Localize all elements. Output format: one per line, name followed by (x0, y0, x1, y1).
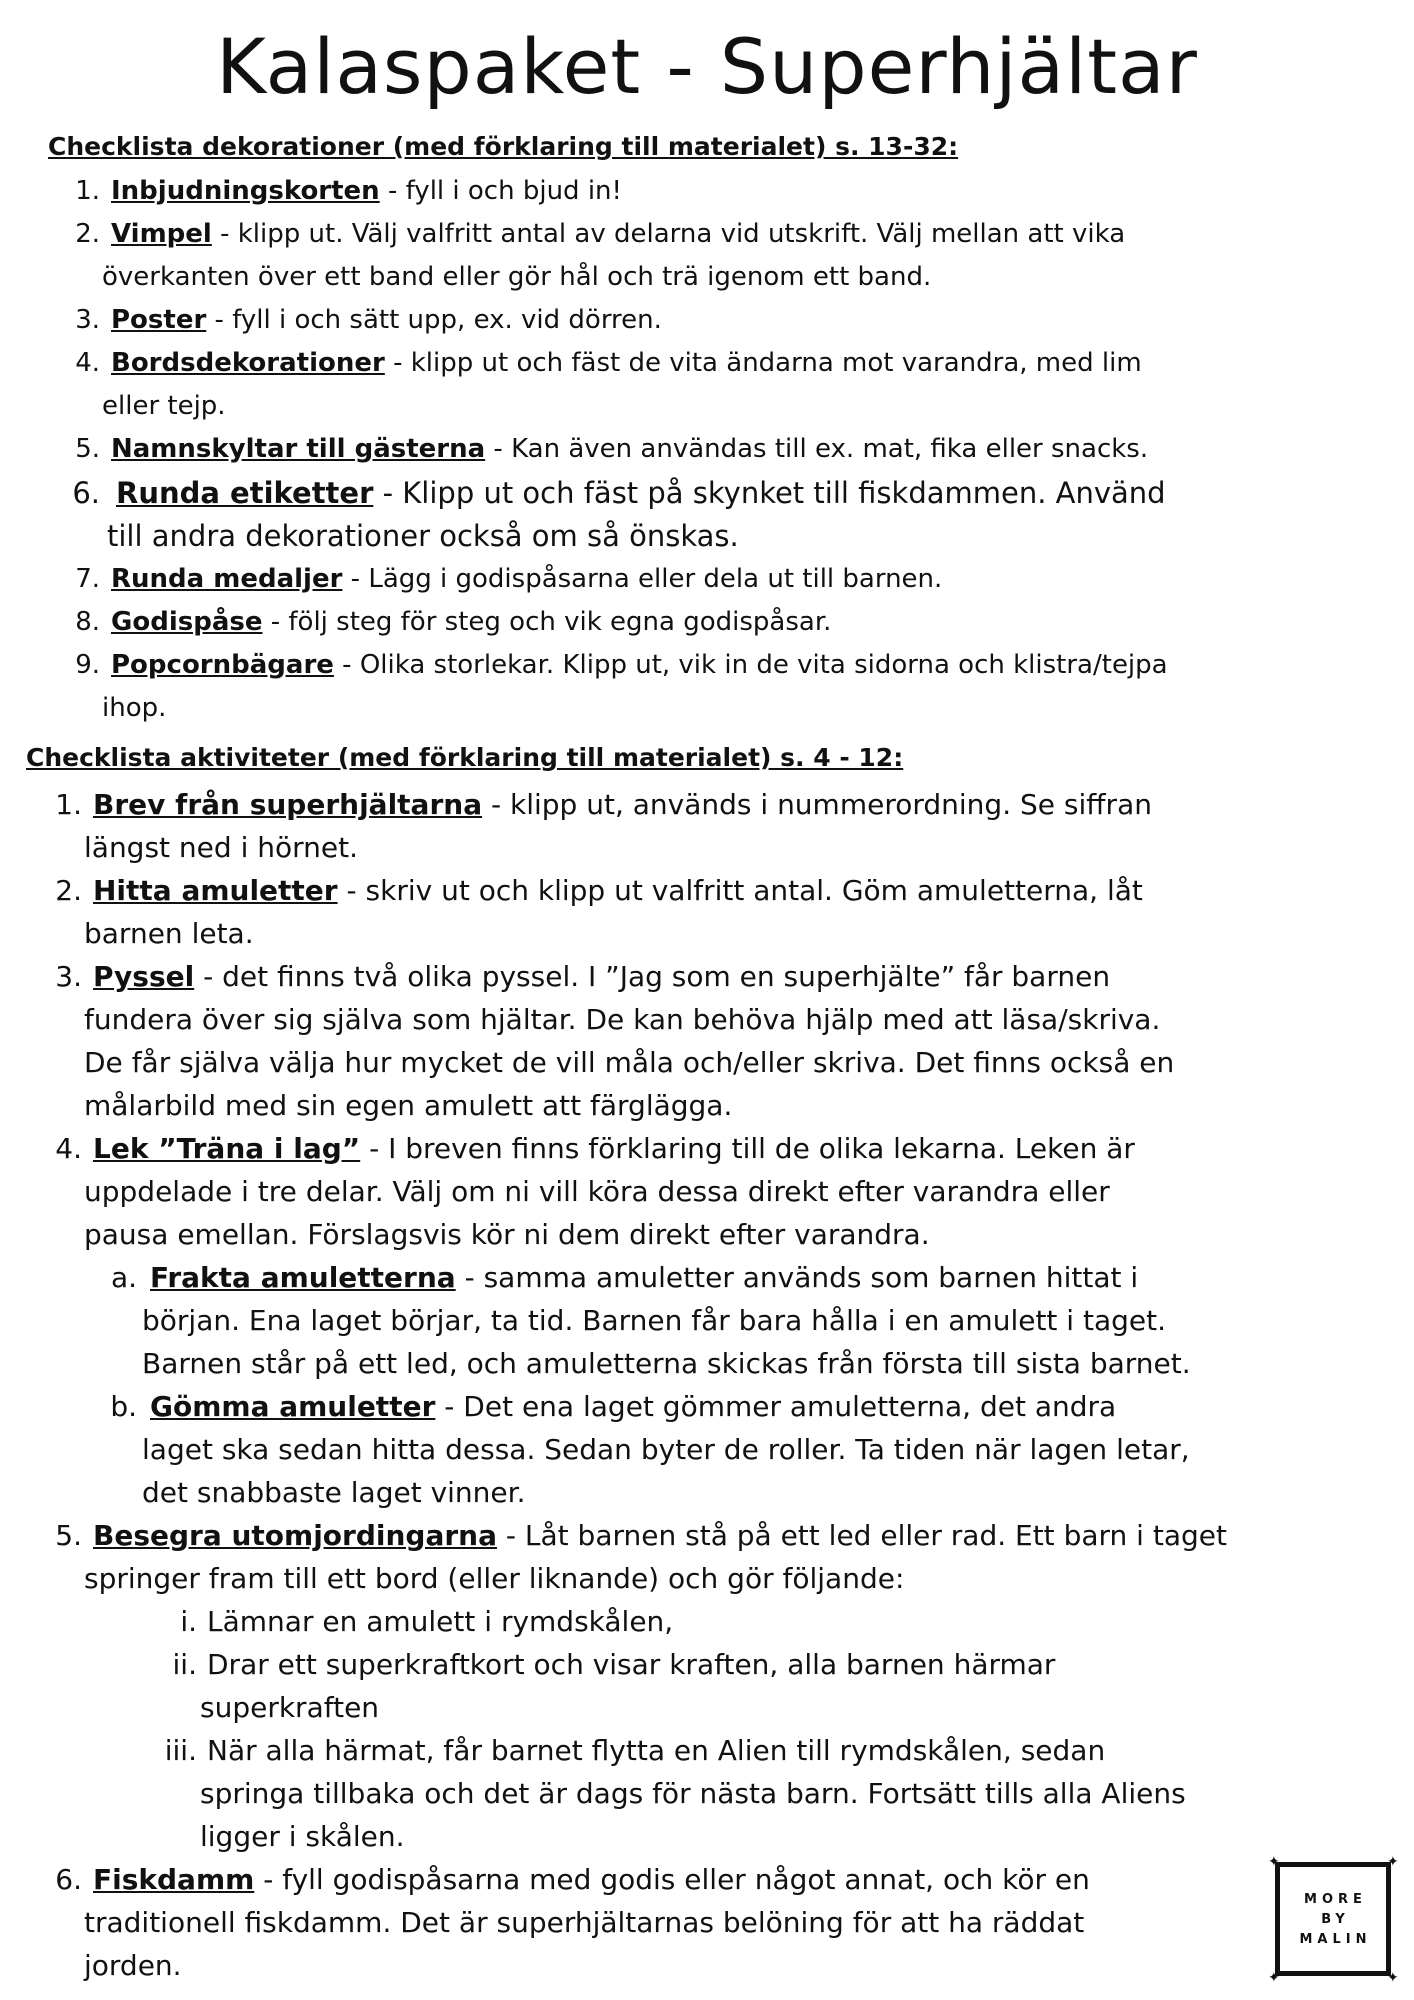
list-item-text: - Det ena laget gömmer amuletterna, det andra (435, 1390, 1117, 1423)
list-item-text: uppdelade i tre delar. Välj om ni vill köra dessa direkt efter varandra eller (84, 1175, 1110, 1208)
list-item-text: - Lägg i godispåsarna eller dela ut till barnen. (342, 564, 943, 594)
list-item-text: springer fram till ett bord (eller liknande) och gör följande: (84, 1562, 905, 1595)
list-item-text: - skriv ut och klipp ut valfritt antal. Göm amuletterna, låt (337, 874, 1143, 907)
list-item-keyword: Bordsdekorationer (111, 348, 385, 378)
list-item-number: 1. (55, 788, 82, 821)
list-item-number: 3. (55, 960, 82, 993)
list-item-keyword: Runda medaljer (111, 564, 343, 594)
list-item-number: 5. (75, 434, 100, 464)
list-item-text: jorden. (84, 1949, 182, 1982)
list-item-text: De får själva välja hur mycket de vill måla och/eller skriva. Det finns också en (84, 1046, 1175, 1079)
list-item-text: traditionell fiskdamm. Det är superhjältarnas belöning för att ha räddat (84, 1906, 1085, 1939)
list-item-line (207, 1729, 1105, 1772)
list-item-number: 7. (75, 564, 100, 594)
list-item-keyword: Gömma amuletter (150, 1390, 436, 1423)
list-item-line (150, 1256, 1138, 1299)
list-item-keyword: Namnskyltar till gästerna (111, 434, 486, 464)
list-item-number: 6. (55, 1863, 82, 1896)
list-item-text: - klipp ut. Välj valfritt antal av delarna vid utskrift. Välj mellan att vika (211, 219, 1126, 249)
list-item-number: b. (110, 1390, 137, 1423)
list-item-line (84, 1557, 904, 1600)
list-item-text: barnen leta. (84, 917, 254, 950)
logo-line-malin: MALIN (1299, 1932, 1372, 1947)
list-item-line (93, 1514, 1227, 1557)
list-item-line (107, 515, 739, 558)
list-item-line (111, 644, 1168, 687)
list-item-keyword: Pyssel (93, 960, 195, 993)
list-item-line (207, 1643, 1055, 1686)
list-item-text: eller tejp. (102, 391, 226, 421)
list-item-text: målarbild med sin egen amulett att färglägga. (84, 1089, 733, 1122)
list-item-number: iii. (164, 1734, 197, 1767)
list-item-text: - samma amuletter används som barnen hittat i (455, 1261, 1139, 1294)
list-item-keyword: Besegra utomjordingarna (93, 1519, 498, 1552)
list-item-line (111, 213, 1125, 256)
list-item-line (102, 687, 166, 730)
list-item-line (142, 1342, 1191, 1385)
list-item-line (111, 170, 622, 213)
list-item-line (111, 342, 1142, 385)
list-item-line (84, 1041, 1174, 1084)
list-item-line (84, 998, 1160, 1041)
list-item-number: 9. (75, 650, 100, 680)
list-item-number: 2. (55, 874, 82, 907)
page-title: Kalaspaket - Superhjältar (216, 22, 1198, 111)
list-item-line (93, 1858, 1090, 1901)
list-item-text: - Låt barnen stå på ett led eller rad. Ett barn i taget (497, 1519, 1227, 1552)
list-item-line (84, 1944, 182, 1987)
list-item-text: Drar ett superkraftkort och visar kraften, alla barnen härmar (207, 1648, 1056, 1681)
list-item-line (200, 1815, 405, 1858)
list-item-keyword: Poster (111, 305, 207, 335)
list-item-line (111, 299, 662, 342)
list-item-line (93, 869, 1143, 912)
activities-heading: Checklista aktiviteter (med förklaring till materialet) s. 4 - 12: (26, 743, 904, 772)
list-item-line (142, 1471, 526, 1514)
list-item-number: 3. (75, 305, 100, 335)
list-item-text: längst ned i hörnet. (84, 831, 358, 864)
list-item-line (84, 1170, 1110, 1213)
list-item-text: till andra dekorationer också om så önskas. (107, 519, 739, 553)
list-item-line (102, 385, 226, 428)
decorations-heading: Checklista dekorationer (med förklaring till materialet) s. 13-32: (48, 132, 959, 161)
list-item-line (207, 1600, 673, 1643)
list-item-number: 4. (75, 348, 100, 378)
list-item-text: - fyll godispåsarna med godis eller något annat, och kör en (254, 1863, 1090, 1896)
list-item-text: ligger i skålen. (200, 1820, 405, 1853)
list-item-number: 1. (75, 176, 100, 206)
list-item-number: 4. (55, 1132, 82, 1165)
list-item-line (200, 1686, 379, 1729)
list-item-keyword: Hitta amuletter (93, 874, 338, 907)
list-item-text: - Olika storlekar. Klipp ut, vik in de vita sidorna och klistra/tejpa (333, 650, 1168, 680)
list-item-line (116, 472, 1166, 515)
list-item-keyword: Fiskdamm (93, 1863, 255, 1896)
list-item-text: fundera över sig själva som hjältar. De kan behöva hjälp med att läsa/skriva. (84, 1003, 1161, 1036)
list-item-line (84, 1901, 1084, 1944)
list-item-text: - fyll i och sätt upp, ex. vid dörren. (206, 305, 662, 335)
list-item-text: - följ steg för steg och vik egna godispåsar. (262, 607, 832, 637)
list-item-line (84, 1084, 732, 1127)
list-item-text: ihop. (102, 693, 167, 723)
list-item-line (102, 256, 931, 299)
list-item-line (111, 558, 942, 601)
list-item-text: springa tillbaka och det är dags för nästa barn. Fortsätt tills alla Aliens (200, 1777, 1186, 1810)
list-item-text: - klipp ut, används i nummerordning. Se siffran (482, 788, 1152, 821)
list-item-keyword: Vimpel (111, 219, 212, 249)
list-item-number: ii. (172, 1648, 197, 1681)
brand-logo: ✦ ✦ ✦ ✦ MORE BY MALIN (1268, 1854, 1399, 1986)
list-item-keyword: Inbjudningskorten (111, 176, 380, 206)
list-item-text: När alla härmat, får barnet flytta en Alien till rymdskålen, sedan (207, 1734, 1106, 1767)
list-item-text: - fyll i och bjud in! (379, 176, 622, 206)
list-item-line (93, 783, 1152, 826)
list-item-keyword: Brev från superhjältarna (93, 788, 483, 821)
list-item-line (111, 428, 1148, 471)
logo-line-more: MORE (1304, 1892, 1367, 1907)
list-item-text: överkanten över ett band eller gör hål och trä igenom ett band. (102, 262, 932, 292)
list-item-text: Barnen står på ett led, och amuletterna skickas från första till sista barnet. (142, 1347, 1191, 1380)
list-item-line (84, 912, 254, 955)
list-item-text: - Klipp ut och fäst på skynket till fiskdammen. Använd (373, 476, 1166, 510)
list-item-keyword: Popcornbägare (111, 650, 334, 680)
list-item-keyword: Godispåse (111, 607, 263, 637)
list-item-text: - klipp ut och fäst de vita ändarna mot varandra, med lim (384, 348, 1142, 378)
list-item-line (111, 601, 831, 644)
list-item-keyword: Frakta amuletterna (150, 1261, 456, 1294)
list-item-number: 5. (55, 1519, 82, 1552)
list-item-text: Lämnar en amulett i rymdskålen, (207, 1605, 674, 1638)
list-item-line (93, 955, 1110, 998)
list-item-number: 6. (72, 476, 100, 510)
list-item-line (150, 1385, 1116, 1428)
list-item-line (142, 1299, 1166, 1342)
list-item-line (200, 1772, 1186, 1815)
list-item-line (84, 826, 358, 869)
list-item-text: det snabbaste laget vinner. (142, 1476, 526, 1509)
list-item-line (93, 1127, 1135, 1170)
logo-line-by: BY (1321, 1912, 1350, 1927)
list-item-number: 2. (75, 219, 100, 249)
list-item-line (84, 1213, 930, 1256)
list-item-text: - I breven finns förklaring till de olika lekarna. Leken är (360, 1132, 1135, 1165)
list-item-text: början. Ena laget börjar, ta tid. Barnen får bara hålla i en amulett i taget. (142, 1304, 1166, 1337)
list-item-number: a. (110, 1261, 137, 1294)
list-item-number: 8. (75, 607, 100, 637)
list-item-line (142, 1428, 1190, 1471)
list-item-text: superkraften (200, 1691, 380, 1724)
list-item-keyword: Runda etiketter (116, 476, 374, 510)
list-item-text: - det finns två olika pyssel. I ”Jag som en superhjälte” får barnen (194, 960, 1111, 993)
list-item-keyword: Lek ”Träna i lag” (93, 1132, 361, 1165)
list-item-number: i. (180, 1605, 197, 1638)
list-item-text: laget ska sedan hitta dessa. Sedan byter de roller. Ta tiden när lagen letar, (142, 1433, 1190, 1466)
list-item-text: pausa emellan. Förslagsvis kör ni dem direkt efter varandra. (84, 1218, 930, 1251)
list-item-text: - Kan även användas till ex. mat, fika eller snacks. (485, 434, 1149, 464)
